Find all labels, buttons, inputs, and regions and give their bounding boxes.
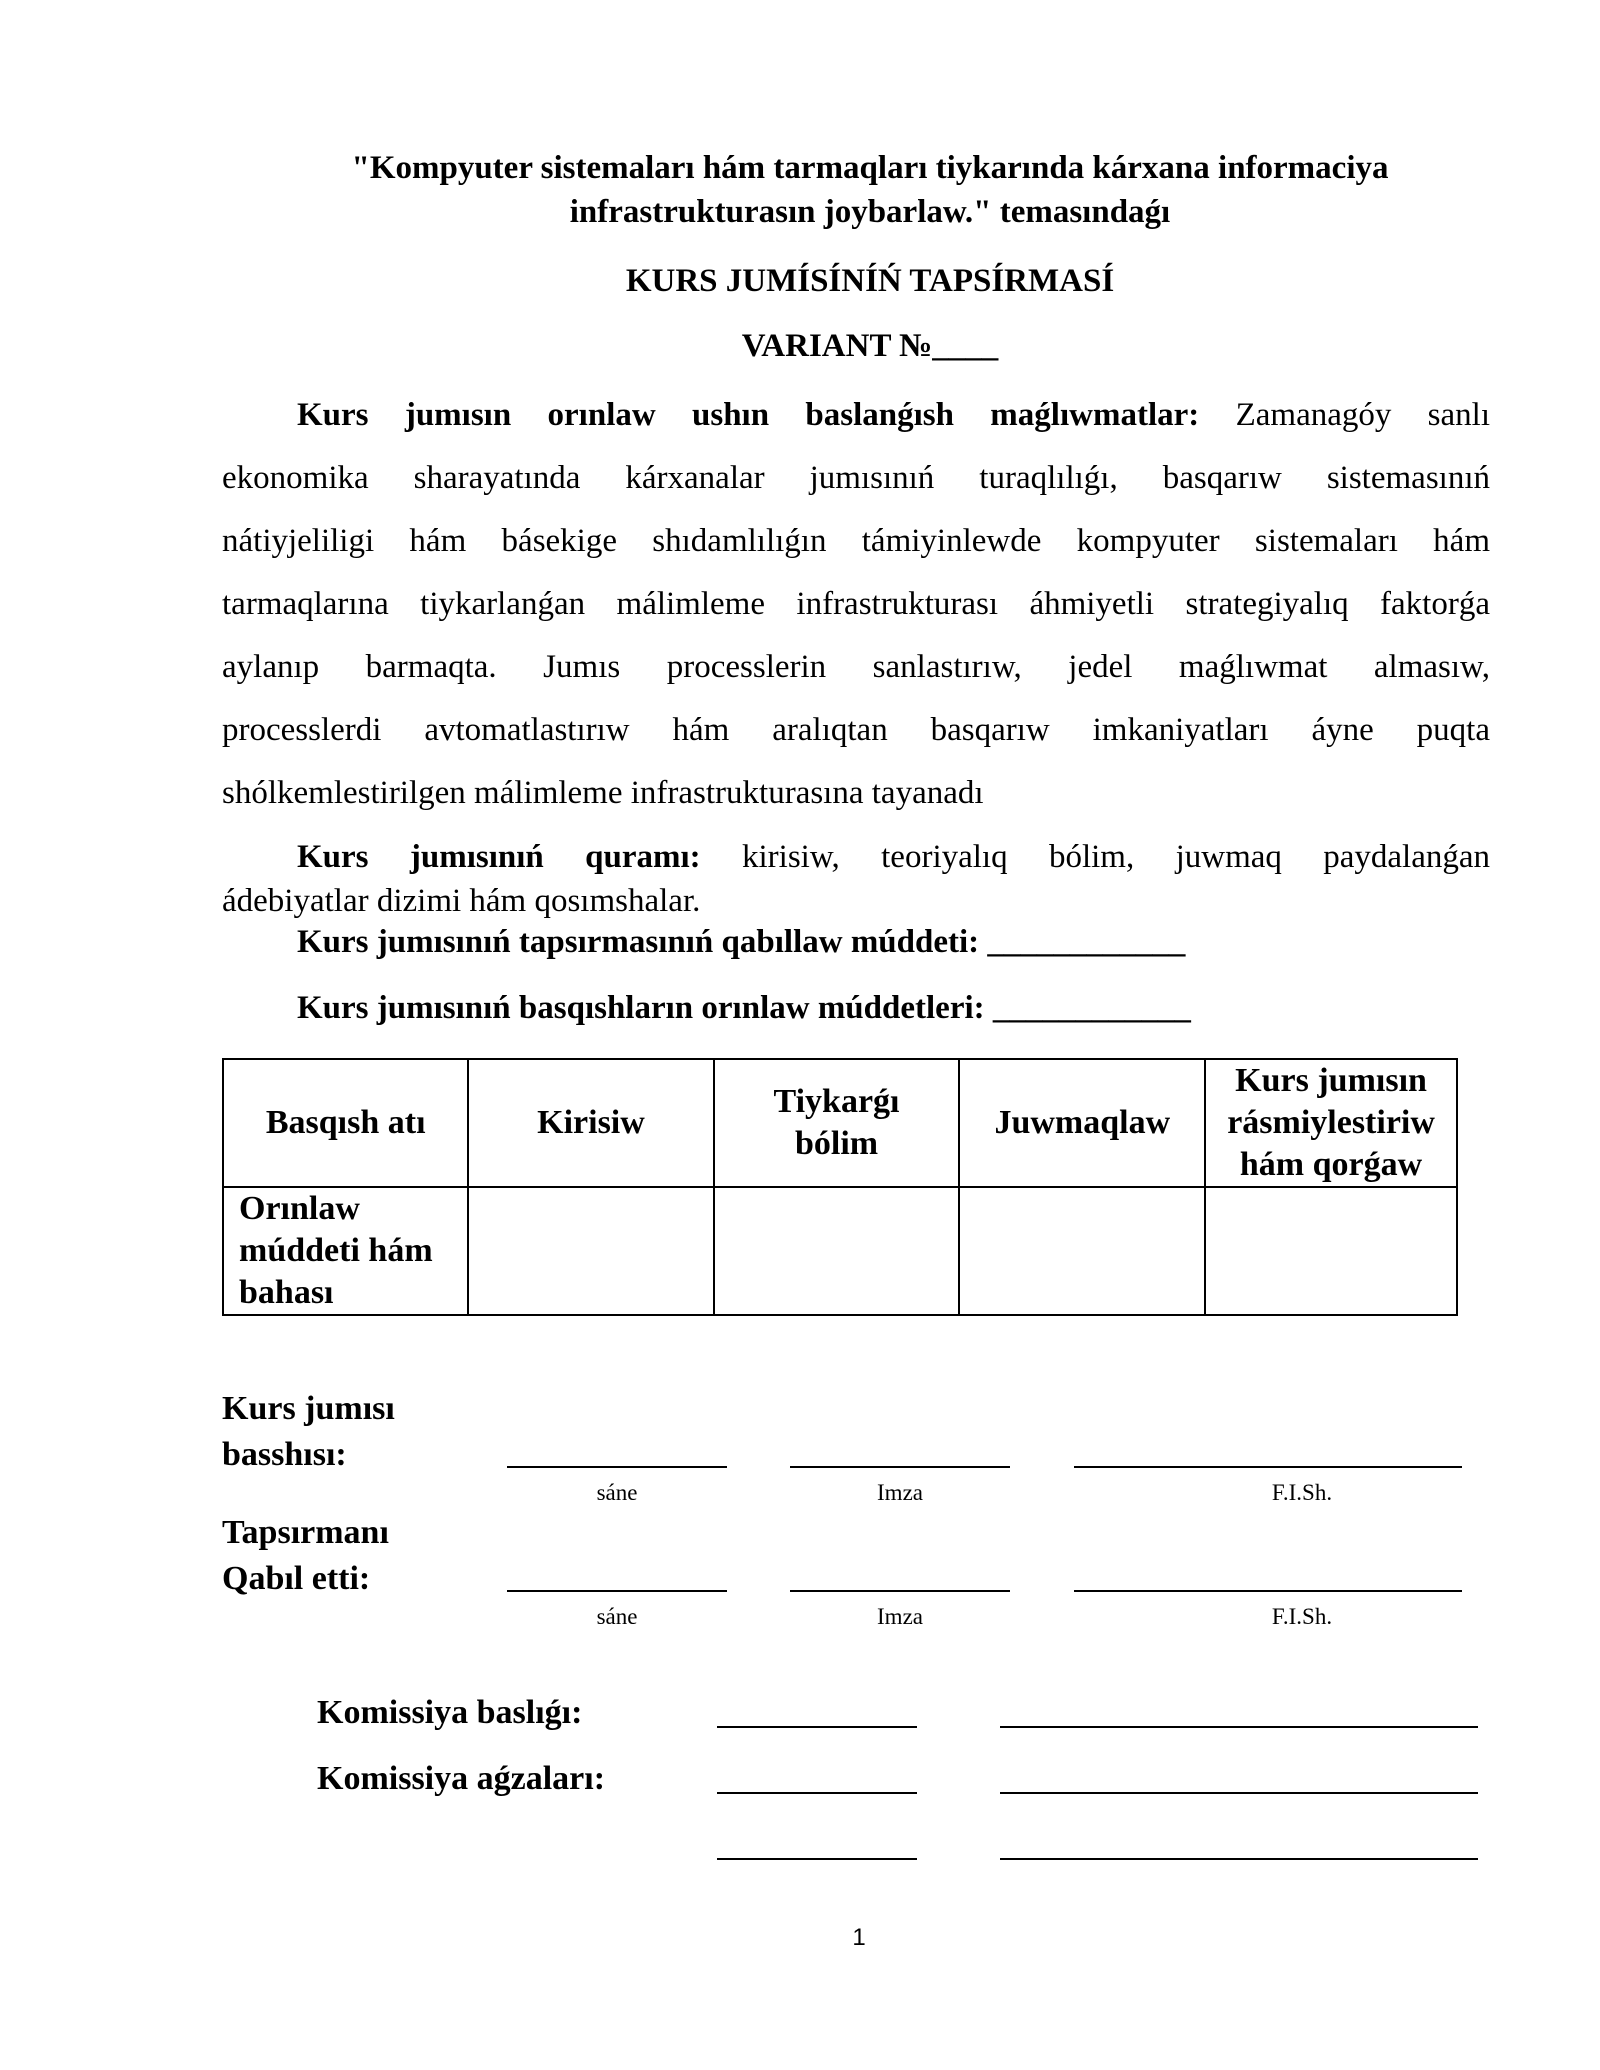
- full-name-caption: F.I.Sh.: [1271, 1480, 1333, 1505]
- initial-data-line: aylanıp barmaqta. Jumıs processlerin sanlastırıw, jedel maǵlıwmat almasıw,: [222, 649, 1490, 685]
- composition-label: Kurs jumısınıń quramı:: [297, 839, 701, 875]
- date-caption: sáne: [596, 1480, 638, 1505]
- topic-title: [220, 146, 1520, 234]
- composition-first-line-text: kirisiw, teoriyalıq bólim, juwmaq paydalanǵan: [742, 839, 1491, 875]
- initial-data-label: Kurs jumısın orınlaw ushın baslanǵısh maǵlıwmatlar:: [297, 397, 1200, 433]
- initial-data-paragraph: [222, 384, 1490, 825]
- table-row: [223, 1187, 1457, 1315]
- supervisor-label: Kurs jumısı basshısı:: [222, 1390, 395, 1473]
- supervisor-signature-line[interactable]: [790, 1466, 1010, 1468]
- accepted-signature-line[interactable]: [790, 1590, 1010, 1592]
- stages-table: [222, 1058, 1458, 1316]
- table-cell[interactable]: [714, 1187, 960, 1315]
- table-header-cell: Tiykarǵı bólim: [714, 1059, 960, 1187]
- supervisor-name-line[interactable]: [1074, 1466, 1462, 1468]
- table-cell[interactable]: [959, 1187, 1205, 1315]
- supervisor-date-line[interactable]: [507, 1466, 727, 1468]
- commission-member-name-line[interactable]: [1000, 1792, 1478, 1794]
- commission-head-name-line[interactable]: [1000, 1726, 1478, 1728]
- table-header-cell: Juwmaqlaw: [959, 1059, 1205, 1187]
- initial-data-first-line-text: Zamanagóy sanlı: [1235, 397, 1491, 433]
- table-header-row: [223, 1059, 1457, 1187]
- task-title: KURS JUMÍSÍNÍŃ TAPSÍRMASÍ: [625, 263, 1115, 299]
- commission-member-name-line[interactable]: [1000, 1858, 1478, 1860]
- commission-member-signature-line[interactable]: [717, 1792, 917, 1794]
- full-name-caption: F.I.Sh.: [1271, 1604, 1333, 1629]
- initial-data-line: processlerdi avtomatlastırıw hám aralıqtan basqarıw imkaniyatları áyne puqta: [222, 712, 1490, 748]
- signature-caption: Imza: [877, 1604, 923, 1629]
- initial-data-line: ekonomika sharayatında kárxanalar jumısınıń turaqlılıǵı, basqarıw sistemasınıń: [222, 460, 1490, 496]
- accepted-date-line[interactable]: [507, 1590, 727, 1592]
- table-header-cell: Basqısh atı: [223, 1059, 468, 1187]
- commission-head-label: Komissiya baslıǵı:: [317, 1694, 583, 1731]
- initial-data-first-line: [222, 384, 1490, 447]
- initial-data-line: shólkemlestirilgen málimleme infrastrukturasına tayanadı: [222, 775, 984, 811]
- accepted-name-line[interactable]: [1074, 1590, 1462, 1592]
- composition-paragraph: [222, 835, 1490, 923]
- commission-members-label: Komissiya aǵzaları:: [317, 1760, 606, 1797]
- table-cell[interactable]: [468, 1187, 713, 1315]
- date-caption: sáne: [596, 1604, 638, 1629]
- commission-member-signature-line[interactable]: [717, 1858, 917, 1860]
- table-header-cell: Kurs jumısın rásmiylestiriw hám qorǵaw: [1205, 1059, 1457, 1187]
- composition-second-line: ádebiyatlar dizimi hám qosımshalar.: [222, 883, 701, 919]
- table-cell[interactable]: [1205, 1187, 1457, 1315]
- accepted-by-label: Tapsırmanı Qabıl etti:: [222, 1514, 389, 1597]
- page-number: 1: [852, 1924, 866, 1951]
- acceptance-deadline: Kurs jumısınıń tapsırmasınıń qabıllaw múddeti: ____________: [297, 924, 1186, 960]
- initial-data-line: nátiyjeliligi hám básekige shıdamlılıǵın támiyinlewde kompyuter sistemaları hám: [222, 523, 1490, 559]
- signature-caption: Imza: [877, 1480, 923, 1505]
- variant-number: VARIANT №____: [741, 328, 999, 364]
- commission-head-signature-line[interactable]: [717, 1726, 917, 1728]
- stages-deadline: Kurs jumısınıń basqıshların orınlaw múddetleri: ____________: [297, 990, 1191, 1026]
- table-header-cell: Kirisiw: [468, 1059, 713, 1187]
- table-row-label: Orınlaw múddeti hám bahası: [223, 1187, 468, 1315]
- topic-title-line-1: "Kompyuter sistemaları hám tarmaqları tiykarında kárxana informaciya: [351, 150, 1389, 186]
- topic-title-line-2: infrastrukturasın joybarlaw." temasındaǵı: [569, 194, 1171, 230]
- initial-data-line: tarmaqlarına tiykarlanǵan málimleme infrastrukturası áhmiyetli strategiyalıq faktorǵa: [222, 586, 1490, 622]
- composition-first-line: [222, 835, 1490, 879]
